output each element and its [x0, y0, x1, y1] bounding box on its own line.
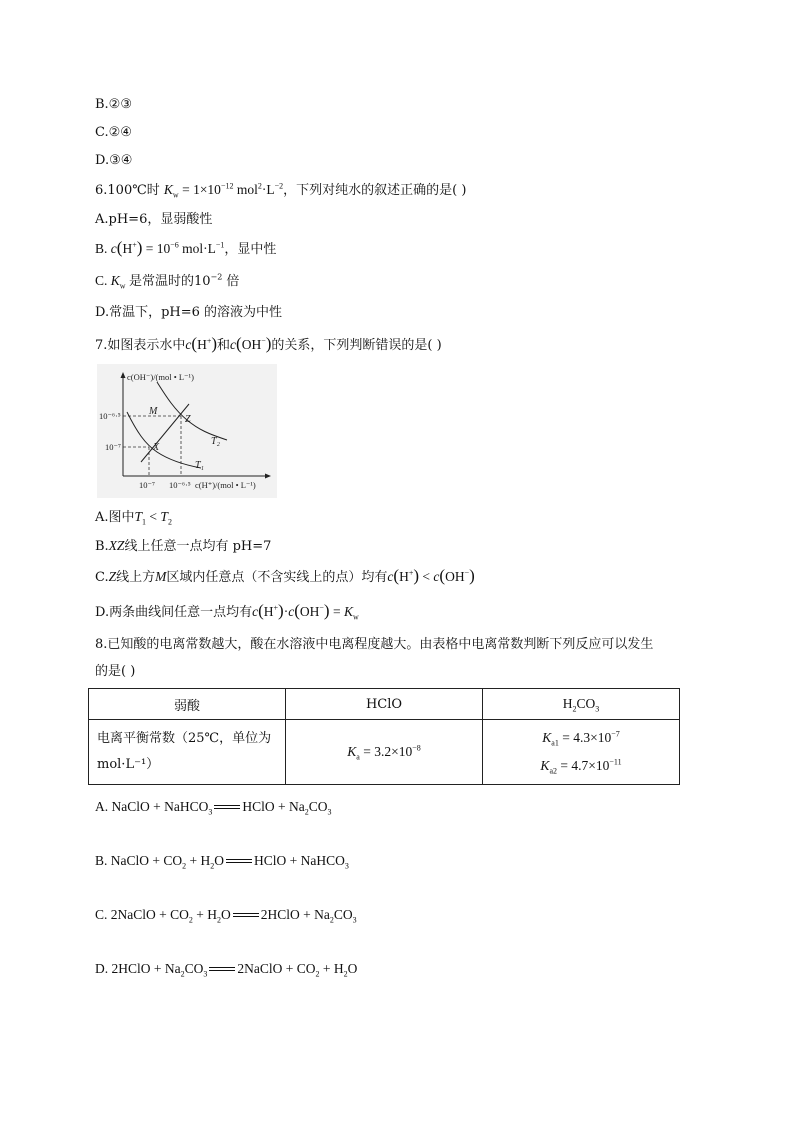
question-7-stem: 7.如图表示水中c(H+)和c(OH−)的关系，下列判断错误的是( ) — [95, 334, 442, 353]
table-header-row — [89, 689, 680, 720]
option-q5-d: D.③④ — [95, 153, 133, 168]
point-m-label: M — [149, 406, 158, 417]
option-q6-a: A.pH=6，显弱酸性 — [95, 212, 213, 227]
option-q7-a: A.图中$T_1 < T_2$ — [95, 509, 172, 527]
x-axis-arrow — [265, 474, 271, 479]
y-tick-high: 10⁻⁶·⁵ — [99, 411, 121, 421]
row-label-constant: 电离平衡常数（25℃，单位为 mol·L⁻¹） — [89, 720, 286, 785]
point-z-label: Z — [185, 414, 191, 425]
header-weak-acid: 弱酸 — [89, 689, 286, 720]
curve-t1-label: T₁ — [195, 460, 205, 471]
water-ion-product-graph — [97, 364, 277, 498]
x-tick-high: 10⁻⁶·⁵ — [169, 480, 191, 490]
option-q5-c: C.②④ — [95, 125, 132, 140]
cell-hclo-ka: $K_a = 3.2\times 10^{-8}$ — [286, 720, 483, 785]
header-hclo: HClO — [286, 689, 483, 720]
x-tick-low: 10⁻⁷ — [139, 480, 155, 490]
option-q6-c: C. $K_w$ 是常温时的$10^{-2}$ 倍 — [95, 272, 240, 291]
option-q7-d: D.两条曲线间任意一点均有$c(H^+)\cdot c(OH^-) = K_w$ — [95, 601, 359, 622]
y-axis-arrow — [121, 372, 126, 378]
option-q8-a: A. NaClO + NaHCO$_3$ HClO + $Na_2CO_3$ — [95, 799, 332, 817]
y-tick-low: 10⁻⁷ — [105, 442, 121, 452]
option-q7-b: B.XZ线上任意一点均有 pH=7 — [95, 538, 272, 554]
curve-t2-label: T₂ — [211, 436, 221, 447]
option-q8-d: D. 2HClO + $Na_2CO_3$ 2NaClO + $CO_2 + H_2O$ — [95, 961, 358, 979]
question-8-stem-line2: 的是( ) — [95, 664, 136, 679]
option-q5-b: B.②③ — [95, 97, 132, 112]
x-axis-label: c(H⁺)/(mol • L⁻¹) — [195, 480, 256, 490]
option-q6-d: D.常温下，pH=6 的溶液为中性 — [95, 305, 283, 320]
graph-svg — [97, 364, 277, 498]
question-6-stem: 6.100℃时 $K_w = 1\times 10^{-12}$ $mol^2\cdot L^{-2}$，下列对纯水的叙述正确的是( ) — [95, 181, 467, 200]
table-row-constants — [89, 720, 680, 785]
cell-h2co3-ka: $K_{a1} = 4.3\times 10^{-7}$ $K_{a2} = 4.7\times 10^{-11}$ — [483, 720, 680, 785]
y-axis-label: c(OH⁻)/(mol • L⁻¹) — [127, 372, 194, 382]
point-x-label: X — [153, 442, 160, 453]
option-q7-c: C.Z线上方M区域内任意点（不含实线上的点）均有c(H+) < c(OH−) — [95, 566, 475, 585]
option-q6-b: B. $c(H^+) = 10^{-6}$ $mol\cdot L^{-1}$，显中性 — [95, 238, 277, 257]
question-8-stem-line1: 8.已知酸的电离常数越大，酸在水溶液中电离程度越大。由表格中电离常数判断下列反应可以发生 — [95, 637, 654, 652]
option-q8-b: B. NaClO + $CO_2 + H_2O$ HClO + NaHCO$_3$ — [95, 853, 349, 871]
option-q8-c: C. 2NaClO + $CO_2 + H_2O$ 2HClO + $Na_2CO_3$ — [95, 907, 357, 925]
curve-t2 — [157, 382, 227, 440]
header-h2co3: $H_2CO_3$ — [483, 689, 680, 720]
ionization-constants-table — [88, 688, 680, 785]
